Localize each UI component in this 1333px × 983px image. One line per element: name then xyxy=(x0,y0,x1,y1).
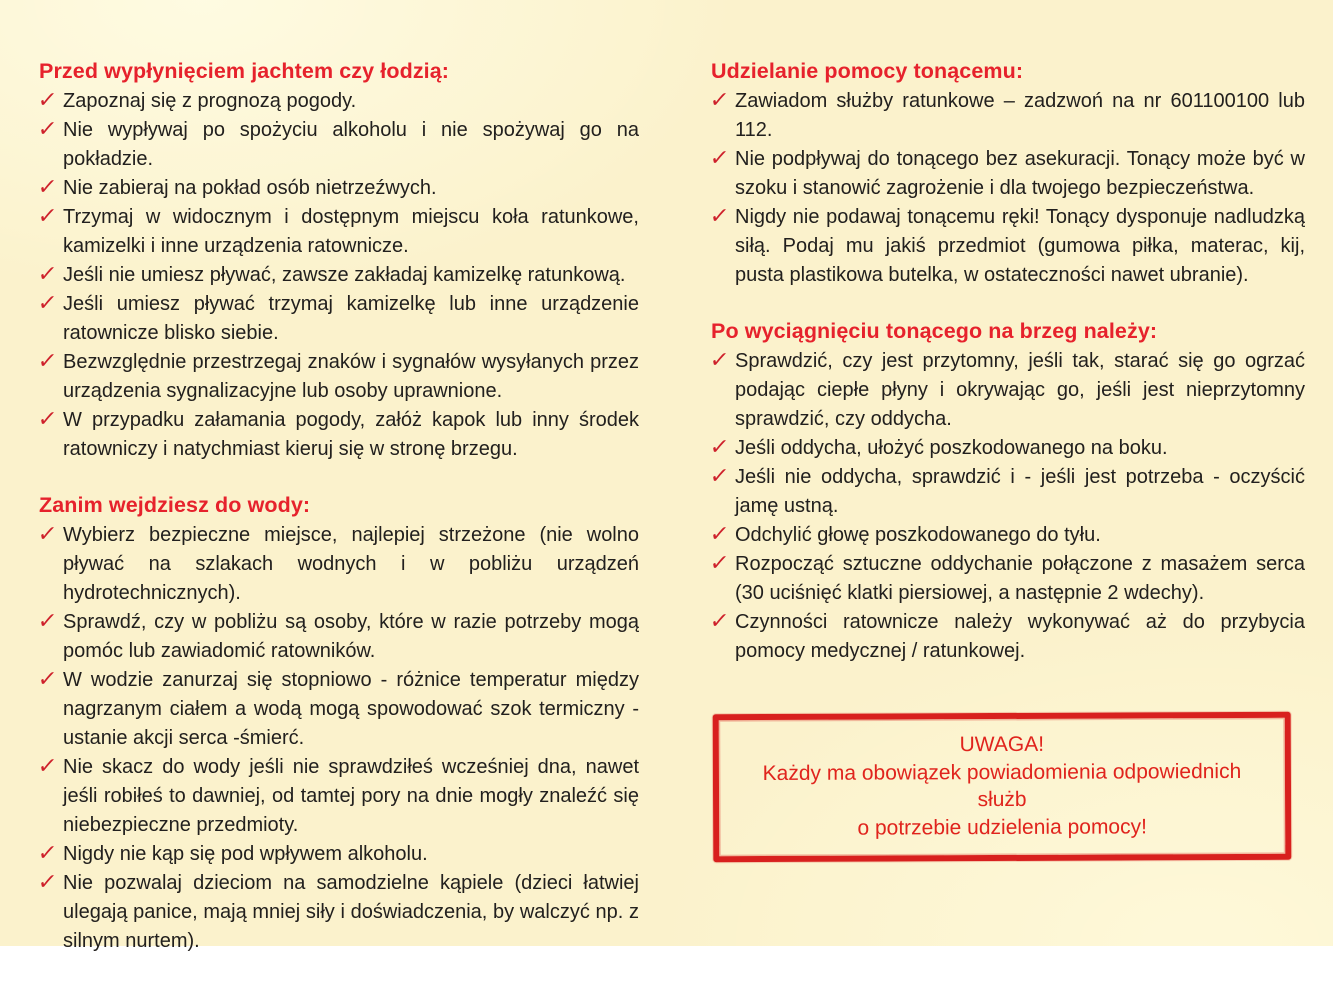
list-item-text: Nie zabieraj na pokład osób nietrzeźwych. xyxy=(63,177,437,199)
list-item xyxy=(36,869,639,956)
list-item xyxy=(36,203,639,261)
list-item-text: Bezwzględnie przestrzegaj znaków i sygnałów wysyłanych przez urządzenia sygnalizacyjne lub osoby uprawnione. xyxy=(63,351,639,402)
checkmark-icon: ✓ xyxy=(708,464,731,489)
list-item-text: Sprawdzić, czy jest przytomny, jeśli tak, starać się go ogrzać podając ciepłe płyny i okrywając go, jeśli jest nieprzytomny sprawdzić, czy oddycha. xyxy=(735,350,1305,430)
list-item-text: Jeśli umiesz pływać trzymaj kamizelkę lub inne urządzenie ratownicze blisko siebie. xyxy=(63,293,639,344)
checkmark-icon: ✓ xyxy=(36,522,59,547)
list-item-text: Trzymaj w widocznym i dostępnym miejscu koła ratunkowe, kamizelki i inne urządzenia ratownicze. xyxy=(63,206,639,257)
list-item xyxy=(708,521,1305,550)
checkmark-icon: ✓ xyxy=(36,754,59,779)
checklist-before-sailing xyxy=(36,87,639,464)
checkmark-icon: ✓ xyxy=(708,204,731,229)
list-item-text: Czynności ratownicze należy wykonywać aż do przybycia pomocy medycznej / ratunkowej. xyxy=(735,611,1305,662)
list-item-text: Nigdy nie podawaj tonącemu ręki! Tonący dysponuje nadludzką siłą. Podaj mu jakiś przedmiot (gumowa piłka, materac, kij, pusta plastikowa butelka, w ostateczności nawet ubranie). xyxy=(735,206,1305,286)
list-item-text: Nigdy nie kąp się pod wpływem alkoholu. xyxy=(63,843,428,865)
section-heading: Przed wypłynięciem jachtem czy łodzią: xyxy=(39,59,450,83)
list-item-text: Nie skacz do wody jeśli nie sprawdziłeś wcześniej dna, nawet jeśli robiłeś to dawniej, od tamtej pory na dnie mogły znaleźć się niebezpieczne przedmioty. xyxy=(63,756,639,836)
section-heading: Zanim wejdziesz do wody: xyxy=(39,493,311,517)
checkmark-icon: ✓ xyxy=(36,870,59,895)
list-item xyxy=(36,348,639,406)
list-item-text: Jeśli nie oddycha, sprawdzić i - jeśli jest potrzeba - oczyścić jamę ustną. xyxy=(735,466,1305,517)
list-item-text: Jeśli nie umiesz pływać, zawsze zakładaj kamizelkę ratunkową. xyxy=(63,264,626,286)
list-item xyxy=(708,550,1305,608)
list-item-text: Odchylić głowę poszkodowanego do tyłu. xyxy=(735,524,1101,546)
list-item-text: Zawiadom służby ratunkowe – zadzwoń na nr 601100100 lub 112. xyxy=(735,90,1305,141)
warning-text-line: o potrzebie udzielenia pomocy! xyxy=(857,814,1147,840)
section-helping-drowning-person xyxy=(708,57,1305,290)
warning-text-line: Każdy ma obowiązek powiadomienia odpowiednich służb xyxy=(762,759,1242,812)
checklist-helping-drowning-person xyxy=(708,87,1305,290)
checklist-before-entering-water xyxy=(36,521,639,956)
list-item xyxy=(36,666,639,753)
list-item xyxy=(708,434,1305,463)
checkmark-icon: ✓ xyxy=(36,291,59,316)
section-after-rescue xyxy=(708,317,1305,666)
checkmark-icon: ✓ xyxy=(708,522,731,547)
checkmark-icon: ✓ xyxy=(708,88,731,113)
right-column xyxy=(708,57,1305,861)
checkmark-icon: ✓ xyxy=(36,609,59,634)
list-item xyxy=(36,290,639,348)
list-item xyxy=(36,608,639,666)
list-item xyxy=(708,608,1305,666)
list-item-text: W przypadku załamania pogody, załóż kapok lub inny środek ratowniczy i natychmiast kieruj się w stronę brzegu. xyxy=(63,409,639,460)
checkmark-icon: ✓ xyxy=(36,175,59,200)
list-item xyxy=(708,145,1305,203)
list-item xyxy=(36,261,639,290)
list-item xyxy=(36,840,639,869)
warning-title: UWAGA! xyxy=(959,732,1045,757)
section-heading: Udzielanie pomocy tonącemu: xyxy=(711,59,1024,83)
checklist-after-rescue xyxy=(708,347,1305,666)
section-before-sailing xyxy=(36,57,639,464)
list-item-text: Nie podpływaj do tonącego bez asekuracji. Tonący może być w szoku i stanowić zagrożenie i dla twojego bezpieczeństwa. xyxy=(735,148,1305,199)
section-heading: Po wyciągnięciu tonącego na brzeg należy: xyxy=(711,319,1158,343)
checkmark-icon: ✓ xyxy=(36,88,59,113)
checkmark-icon: ✓ xyxy=(708,551,731,576)
list-item-text: Jeśli oddycha, ułożyć poszkodowanego na boku. xyxy=(735,437,1168,459)
checkmark-icon: ✓ xyxy=(36,841,59,866)
checkmark-icon: ✓ xyxy=(708,348,731,373)
checkmark-icon: ✓ xyxy=(36,117,59,142)
list-item-text: Nie pozwalaj dzieciom na samodzielne kąpiele (dzieci łatwiej ulegają panice, mają mniej siły i doświadczenia, by walczyć np. z silnym nurtem). xyxy=(63,872,639,952)
checkmark-icon: ✓ xyxy=(708,609,731,634)
section-before-entering-water xyxy=(36,491,639,956)
checkmark-icon: ✓ xyxy=(36,349,59,374)
list-item xyxy=(36,174,639,203)
list-item-text: W wodzie zanurzaj się stopniowo - różnice temperatur między nagrzanym ciałem a wodą mogą spowodować szok termiczny - ustanie akcji serca -śmierć. xyxy=(63,669,639,749)
list-item xyxy=(36,116,639,174)
list-item-text: Nie wypływaj po spożyciu alkoholu i nie spożywaj go na pokładzie. xyxy=(63,119,639,170)
checkmark-icon: ✓ xyxy=(36,204,59,229)
list-item xyxy=(36,521,639,608)
list-item xyxy=(36,87,639,116)
list-item xyxy=(708,203,1305,290)
list-item-text: Rozpocząć sztuczne oddychanie połączone z masażem serca (30 uciśnięć klatki piersiowej, a następnie 2 wdechy). xyxy=(735,553,1305,604)
list-item-text: Zapoznaj się z prognozą pogody. xyxy=(63,90,357,112)
checkmark-icon: ✓ xyxy=(36,262,59,287)
checkmark-icon: ✓ xyxy=(36,407,59,432)
checkmark-icon: ✓ xyxy=(708,146,731,171)
list-item-text: Wybierz bezpieczne miejsce, najlepiej strzeżone (nie wolno pływać na szlakach wodnych i w pobliżu urządzeń hydrotechnicznych). xyxy=(63,524,639,604)
list-item-text: Sprawdź, czy w pobliżu są osoby, które w razie potrzeby mogą pomóc lub zawiadomić ratowników. xyxy=(63,611,639,662)
checkmark-icon: ✓ xyxy=(708,435,731,460)
checkmark-icon: ✓ xyxy=(36,667,59,692)
list-item xyxy=(708,463,1305,521)
list-item xyxy=(36,406,639,464)
list-item xyxy=(36,753,639,840)
left-column xyxy=(36,57,639,983)
list-item xyxy=(708,347,1305,434)
list-item xyxy=(708,87,1305,145)
warning-box xyxy=(713,712,1292,863)
